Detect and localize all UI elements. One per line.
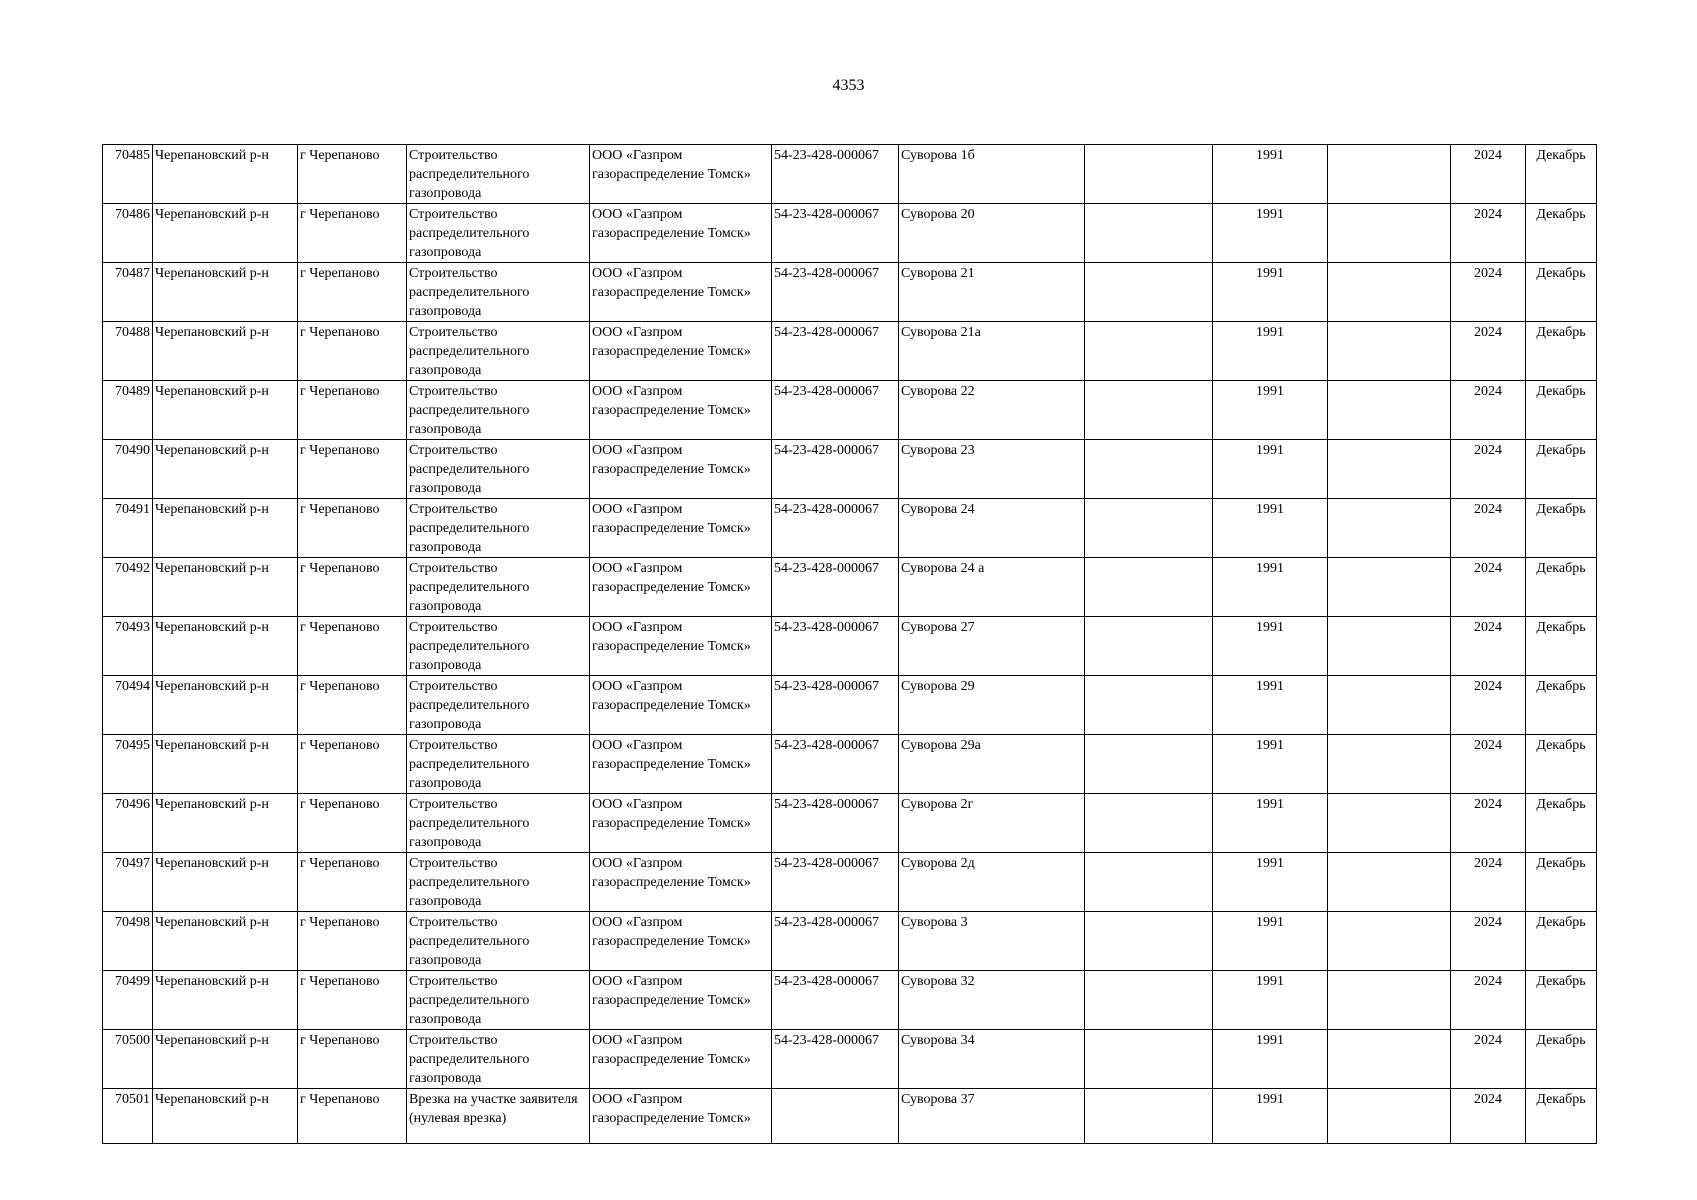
row-number: 70496 [103, 794, 153, 853]
plan-year-cell: 2024 [1451, 1089, 1526, 1144]
work-type-cell: Строительство распределительного газопровода [407, 676, 590, 735]
row-number: 70495 [103, 735, 153, 794]
district-cell: Черепановский р-н [153, 853, 298, 912]
plan-year-cell: 2024 [1451, 1030, 1526, 1089]
year-built-cell: 1991 [1213, 263, 1328, 322]
table-body [103, 145, 1597, 1144]
row-number: 70494 [103, 676, 153, 735]
address-cell: Суворова 21а [899, 322, 1085, 381]
plan-month-cell: Декабрь [1526, 381, 1597, 440]
empty-cell-2 [1328, 263, 1451, 322]
table-row [103, 676, 1597, 735]
plan-month-cell: Декабрь [1526, 971, 1597, 1030]
plan-month-cell: Декабрь [1526, 794, 1597, 853]
object-code-cell: 54-23-428-000067 [772, 499, 899, 558]
object-code-cell: 54-23-428-000067 [772, 204, 899, 263]
work-type-cell: Строительство распределительного газопровода [407, 204, 590, 263]
empty-cell [1085, 735, 1213, 794]
organization-cell: ООО «Газпром газораспределение Томск» [590, 617, 772, 676]
organization-cell: ООО «Газпром газораспределение Томск» [590, 971, 772, 1030]
row-number: 70486 [103, 204, 153, 263]
empty-cell-2 [1328, 676, 1451, 735]
address-cell: Суворова 22 [899, 381, 1085, 440]
district-cell: Черепановский р-н [153, 1089, 298, 1144]
plan-month-cell: Декабрь [1526, 912, 1597, 971]
work-type-cell: Строительство распределительного газопровода [407, 558, 590, 617]
address-cell: Суворова 27 [899, 617, 1085, 676]
district-cell: Черепановский р-н [153, 204, 298, 263]
empty-cell-2 [1328, 912, 1451, 971]
district-cell: Черепановский р-н [153, 912, 298, 971]
plan-month-cell: Декабрь [1526, 204, 1597, 263]
plan-year-cell: 2024 [1451, 735, 1526, 794]
empty-cell-2 [1328, 322, 1451, 381]
district-cell: Черепановский р-н [153, 263, 298, 322]
address-cell: Суворова 23 [899, 440, 1085, 499]
object-code-cell: 54-23-428-000067 [772, 617, 899, 676]
empty-cell-2 [1328, 440, 1451, 499]
empty-cell-2 [1328, 617, 1451, 676]
plan-month-cell: Декабрь [1526, 853, 1597, 912]
work-type-cell: Врезка на участке заявителя (нулевая врезка) [407, 1089, 590, 1144]
empty-cell [1085, 558, 1213, 617]
city-cell: г Черепаново [298, 499, 407, 558]
plan-year-cell: 2024 [1451, 912, 1526, 971]
object-code-cell: 54-23-428-000067 [772, 676, 899, 735]
year-built-cell: 1991 [1213, 912, 1328, 971]
row-number: 70491 [103, 499, 153, 558]
row-number: 70489 [103, 381, 153, 440]
empty-cell [1085, 794, 1213, 853]
plan-year-cell: 2024 [1451, 617, 1526, 676]
empty-cell [1085, 440, 1213, 499]
year-built-cell: 1991 [1213, 735, 1328, 794]
row-number: 70493 [103, 617, 153, 676]
plan-month-cell: Декабрь [1526, 617, 1597, 676]
work-type-cell: Строительство распределительного газопровода [407, 794, 590, 853]
work-type-cell: Строительство распределительного газопровода [407, 263, 590, 322]
empty-cell-2 [1328, 558, 1451, 617]
address-cell: Суворова 29 [899, 676, 1085, 735]
empty-cell [1085, 912, 1213, 971]
table-row [103, 971, 1597, 1030]
row-number: 70501 [103, 1089, 153, 1144]
year-built-cell: 1991 [1213, 1089, 1328, 1144]
object-code-cell: 54-23-428-000067 [772, 912, 899, 971]
table-row [103, 912, 1597, 971]
registry-table [102, 144, 1597, 1144]
year-built-cell: 1991 [1213, 971, 1328, 1030]
plan-year-cell: 2024 [1451, 381, 1526, 440]
year-built-cell: 1991 [1213, 1030, 1328, 1089]
table-row [103, 617, 1597, 676]
empty-cell-2 [1328, 145, 1451, 204]
year-built-cell: 1991 [1213, 558, 1328, 617]
year-built-cell: 1991 [1213, 381, 1328, 440]
district-cell: Черепановский р-н [153, 558, 298, 617]
city-cell: г Черепаново [298, 263, 407, 322]
address-cell: Суворова 29а [899, 735, 1085, 794]
year-built-cell: 1991 [1213, 794, 1328, 853]
empty-cell-2 [1328, 204, 1451, 263]
address-cell: Суворова 32 [899, 971, 1085, 1030]
district-cell: Черепановский р-н [153, 1030, 298, 1089]
organization-cell: ООО «Газпром газораспределение Томск» [590, 440, 772, 499]
plan-year-cell: 2024 [1451, 204, 1526, 263]
empty-cell-2 [1328, 735, 1451, 794]
plan-month-cell: Декабрь [1526, 263, 1597, 322]
plan-year-cell: 2024 [1451, 676, 1526, 735]
empty-cell [1085, 499, 1213, 558]
year-built-cell: 1991 [1213, 322, 1328, 381]
city-cell: г Черепаново [298, 322, 407, 381]
table-row [103, 735, 1597, 794]
row-number: 70499 [103, 971, 153, 1030]
plan-month-cell: Декабрь [1526, 558, 1597, 617]
organization-cell: ООО «Газпром газораспределение Томск» [590, 558, 772, 617]
city-cell: г Черепаново [298, 794, 407, 853]
row-number: 70490 [103, 440, 153, 499]
address-cell: Суворова 34 [899, 1030, 1085, 1089]
object-code-cell: 54-23-428-000067 [772, 1030, 899, 1089]
address-cell: Суворова 3 [899, 912, 1085, 971]
object-code-cell: 54-23-428-000067 [772, 794, 899, 853]
organization-cell: ООО «Газпром газораспределение Томск» [590, 204, 772, 263]
address-cell: Суворова 20 [899, 204, 1085, 263]
empty-cell [1085, 263, 1213, 322]
year-built-cell: 1991 [1213, 204, 1328, 263]
district-cell: Черепановский р-н [153, 617, 298, 676]
city-cell: г Черепаново [298, 676, 407, 735]
object-code-cell: 54-23-428-000067 [772, 558, 899, 617]
organization-cell: ООО «Газпром газораспределение Томск» [590, 735, 772, 794]
object-code-cell: 54-23-428-000067 [772, 735, 899, 794]
plan-month-cell: Декабрь [1526, 145, 1597, 204]
year-built-cell: 1991 [1213, 145, 1328, 204]
empty-cell [1085, 971, 1213, 1030]
table-row [103, 1089, 1597, 1144]
city-cell: г Черепаново [298, 440, 407, 499]
plan-month-cell: Декабрь [1526, 440, 1597, 499]
table-row [103, 499, 1597, 558]
row-number: 70500 [103, 1030, 153, 1089]
city-cell: г Черепаново [298, 853, 407, 912]
empty-cell-2 [1328, 971, 1451, 1030]
address-cell: Суворова 21 [899, 263, 1085, 322]
district-cell: Черепановский р-н [153, 971, 298, 1030]
city-cell: г Черепаново [298, 735, 407, 794]
object-code-cell: 54-23-428-000067 [772, 322, 899, 381]
empty-cell [1085, 617, 1213, 676]
row-number: 70498 [103, 912, 153, 971]
district-cell: Черепановский р-н [153, 676, 298, 735]
work-type-cell: Строительство распределительного газопровода [407, 440, 590, 499]
district-cell: Черепановский р-н [153, 145, 298, 204]
city-cell: г Черепаново [298, 971, 407, 1030]
organization-cell: ООО «Газпром газораспределение Томск» [590, 794, 772, 853]
empty-cell [1085, 204, 1213, 263]
row-number: 70488 [103, 322, 153, 381]
organization-cell: ООО «Газпром газораспределение Томск» [590, 263, 772, 322]
work-type-cell: Строительство распределительного газопровода [407, 499, 590, 558]
empty-cell-2 [1328, 1089, 1451, 1144]
object-code-cell [772, 1089, 899, 1144]
work-type-cell: Строительство распределительного газопровода [407, 853, 590, 912]
city-cell: г Черепаново [298, 1089, 407, 1144]
empty-cell [1085, 381, 1213, 440]
city-cell: г Черепаново [298, 617, 407, 676]
work-type-cell: Строительство распределительного газопровода [407, 1030, 590, 1089]
district-cell: Черепановский р-н [153, 735, 298, 794]
table-row [103, 145, 1597, 204]
district-cell: Черепановский р-н [153, 499, 298, 558]
object-code-cell: 54-23-428-000067 [772, 263, 899, 322]
year-built-cell: 1991 [1213, 617, 1328, 676]
work-type-cell: Строительство распределительного газопровода [407, 381, 590, 440]
plan-year-cell: 2024 [1451, 558, 1526, 617]
work-type-cell: Строительство распределительного газопровода [407, 912, 590, 971]
empty-cell [1085, 145, 1213, 204]
organization-cell: ООО «Газпром газораспределение Томск» [590, 1089, 772, 1144]
year-built-cell: 1991 [1213, 853, 1328, 912]
table-row [103, 440, 1597, 499]
row-number: 70485 [103, 145, 153, 204]
table-row [103, 263, 1597, 322]
address-cell: Суворова 37 [899, 1089, 1085, 1144]
plan-year-cell: 2024 [1451, 853, 1526, 912]
organization-cell: ООО «Газпром газораспределение Томск» [590, 853, 772, 912]
plan-month-cell: Декабрь [1526, 322, 1597, 381]
city-cell: г Черепаново [298, 381, 407, 440]
address-cell: Суворова 2д [899, 853, 1085, 912]
empty-cell-2 [1328, 499, 1451, 558]
row-number: 70492 [103, 558, 153, 617]
district-cell: Черепановский р-н [153, 794, 298, 853]
empty-cell [1085, 1089, 1213, 1144]
plan-year-cell: 2024 [1451, 145, 1526, 204]
empty-cell-2 [1328, 853, 1451, 912]
table-row [103, 1030, 1597, 1089]
object-code-cell: 54-23-428-000067 [772, 381, 899, 440]
row-number: 70487 [103, 263, 153, 322]
table-row [103, 558, 1597, 617]
plan-month-cell: Декабрь [1526, 499, 1597, 558]
plan-month-cell: Декабрь [1526, 1030, 1597, 1089]
plan-year-cell: 2024 [1451, 794, 1526, 853]
organization-cell: ООО «Газпром газораспределение Томск» [590, 381, 772, 440]
plan-month-cell: Декабрь [1526, 1089, 1597, 1144]
table-row [103, 381, 1597, 440]
district-cell: Черепановский р-н [153, 440, 298, 499]
table-row [103, 204, 1597, 263]
city-cell: г Черепаново [298, 145, 407, 204]
table-row [103, 794, 1597, 853]
district-cell: Черепановский р-н [153, 322, 298, 381]
address-cell: Суворова 2г [899, 794, 1085, 853]
empty-cell [1085, 853, 1213, 912]
address-cell: Суворова 1б [899, 145, 1085, 204]
district-cell: Черепановский р-н [153, 381, 298, 440]
empty-cell-2 [1328, 1030, 1451, 1089]
plan-month-cell: Декабрь [1526, 735, 1597, 794]
year-built-cell: 1991 [1213, 676, 1328, 735]
plan-year-cell: 2024 [1451, 440, 1526, 499]
organization-cell: ООО «Газпром газораспределение Томск» [590, 912, 772, 971]
empty-cell [1085, 1030, 1213, 1089]
table-row [103, 853, 1597, 912]
page-number: 4353 [832, 77, 865, 94]
organization-cell: ООО «Газпром газораспределение Томск» [590, 145, 772, 204]
city-cell: г Черепаново [298, 204, 407, 263]
city-cell: г Черепаново [298, 1030, 407, 1089]
empty-cell-2 [1328, 381, 1451, 440]
table-row [103, 322, 1597, 381]
work-type-cell: Строительство распределительного газопровода [407, 145, 590, 204]
object-code-cell: 54-23-428-000067 [772, 853, 899, 912]
work-type-cell: Строительство распределительного газопровода [407, 322, 590, 381]
empty-cell [1085, 322, 1213, 381]
plan-year-cell: 2024 [1451, 322, 1526, 381]
plan-year-cell: 2024 [1451, 971, 1526, 1030]
plan-year-cell: 2024 [1451, 263, 1526, 322]
object-code-cell: 54-23-428-000067 [772, 145, 899, 204]
address-cell: Суворова 24 [899, 499, 1085, 558]
object-code-cell: 54-23-428-000067 [772, 440, 899, 499]
work-type-cell: Строительство распределительного газопровода [407, 735, 590, 794]
empty-cell-2 [1328, 794, 1451, 853]
row-number: 70497 [103, 853, 153, 912]
year-built-cell: 1991 [1213, 440, 1328, 499]
work-type-cell: Строительство распределительного газопровода [407, 617, 590, 676]
object-code-cell: 54-23-428-000067 [772, 971, 899, 1030]
organization-cell: ООО «Газпром газораспределение Томск» [590, 499, 772, 558]
organization-cell: ООО «Газпром газораспределение Томск» [590, 676, 772, 735]
work-type-cell: Строительство распределительного газопровода [407, 971, 590, 1030]
plan-year-cell: 2024 [1451, 499, 1526, 558]
organization-cell: ООО «Газпром газораспределение Томск» [590, 322, 772, 381]
address-cell: Суворова 24 а [899, 558, 1085, 617]
empty-cell [1085, 676, 1213, 735]
year-built-cell: 1991 [1213, 499, 1328, 558]
city-cell: г Черепаново [298, 558, 407, 617]
organization-cell: ООО «Газпром газораспределение Томск» [590, 1030, 772, 1089]
plan-month-cell: Декабрь [1526, 676, 1597, 735]
city-cell: г Черепаново [298, 912, 407, 971]
